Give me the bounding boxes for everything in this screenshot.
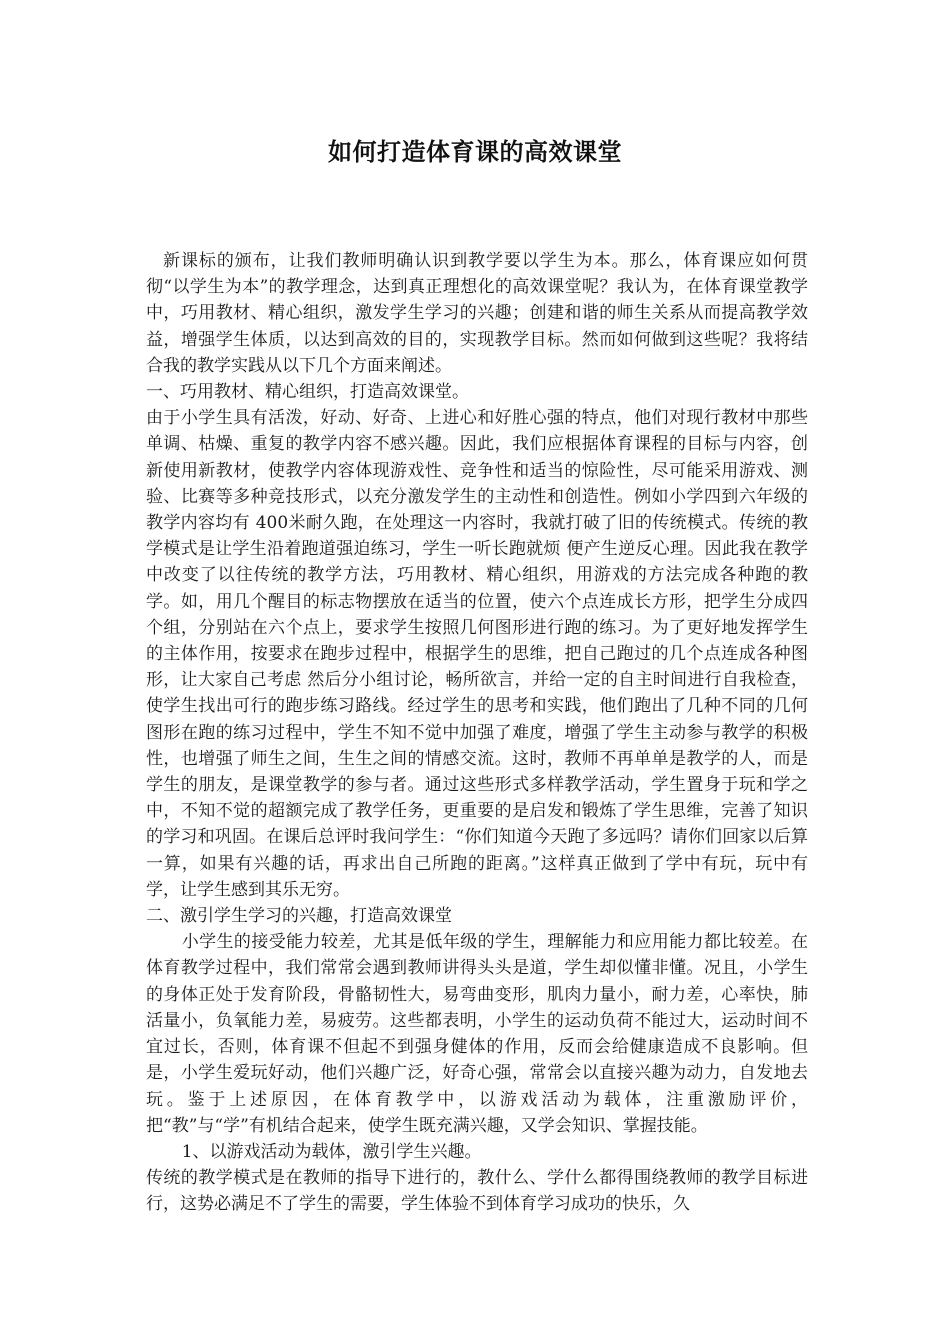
subsection-heading-1: 1、以游戏活动为载体，激引学生兴趣。: [181, 1141, 482, 1162]
intro-paragraph: 新课标的颁布，让我们教师明确认识到教学要以学生为本。那么，体育课应如何贯彻“以学生为本”的教学理念，达到真正理想化的高效课堂呢？我认为，在体育课堂教学中，巧用教材、精心组织，激发学生学习的兴趣；创建和谐的师生关系从而提高教学效益，增强学生体质，以达到高效的目的，实现教学目标。然而如何做到这些呢？我将结合我的教学实践从以下几个方面来阐述。: [146, 251, 808, 376]
section-2-paragraph: 小学生的接受能力较差，尤其是低年级的学生，理解能力和应用能力都比较差。在体育教学过程中，我们常常会遇到教师讲得头头是道，学生却似懂非懂。况且，小学生的身体正处于发育阶段，骨骼韧性大，易弯曲变形，肌肉力量小，耐力差，心率快，肺活量小，负氧能力差，易疲劳。这些都表明，小学生的运动负荷不能过大，运动时间不宜过长，否则，体育课不但起不到强身健体的作用，反而会给健康造成不良影响。但是，小学生爱玩好动，他们兴趣广泛，好奇心强，常常会以直接兴趣为动力，自发地去玩。鉴于上述原因，在体育教学中，以游戏活动为载体，注重激励评价，把“教”与“学”有机结合起来，使学生既充满兴趣，又学会知识、掌握技能。: [146, 932, 808, 1136]
document-body: [146, 248, 808, 1218]
section-heading-1: 一、巧用教材、精心组织，打造高效课堂。: [146, 382, 469, 403]
subsection-1-paragraph: 传统的教学模式是在教师的指导下进行的，教什么、学什么都得围绕教师的教学目标进行，这势必满足不了学生的需要，学生体验不到体育学习成功的快乐，久: [146, 1168, 808, 1215]
document-title: 如何打造体育课的高效课堂: [328, 138, 622, 166]
section-1-paragraph: 由于小学生具有活泼，好动、好奇、上进心和好胜心强的特点，他们对现行教材中那些单调、枯燥、重复的教学内容不感兴趣。因此，我们应根据体育课程的目标与内容，创新使用新教材，使教学内容体现游戏性、竞争性和适当的惊险性，尽可能采用游戏、测验、比赛等多种竞技形式，以充分激发学生的主动性和创造性。例如小学四到六年级的教学内容均有 400米耐久跑，在处理这一内容时，我就打破了旧的传统模式。传统的教学模式是让学生沿着跑道强迫练习，学生一听长跑就烦 便产生逆反心理。因此我在教学中改变了以往传统的教学方法，巧用教材、精心组织，用游戏的方法完成各种跑的教学。如，用几个醒目的标志物摆放在适当的位置，使六个点连成长方形，把学生分成四个组，分别站在六个点上，要求学生按照几何图形进行跑的练习。为了更好地发挥学生的主体作用，按要求在跑步过程中，根据学生的思维，把自己跑过的几个点连成各种图形，让大家自己考虑 然后分小组讨论，畅所欲言，并给一定的自主时间进行自我检查，使学生找出可行的跑步练习路线。经过学生的思考和实践，他们跑出了几种不同的几何图形在跑的练习过程中，学生不知不觉中加强了难度，增强了学生主动参与教学的积极性，也增强了师生之间，生生之间的情感交流。这时，教师不再单单是教学的人，而是学生的朋友，是课堂教学的参与者。通过这些形式多样教学活动，学生置身于玩和学之中，不知不觉的超额完成了教学任务，更重要的是启发和锻炼了学生思维，完善了知识的学习和巩固。在课后总评时我问学生：“你们知道今天跑了多远吗？请你们回家以后算一算，如果有兴趣的话，再求出自己所跑的距离。”这样真正做到了学中有玩，玩中有学，让学生感到其乐无穷。: [146, 408, 808, 900]
section-heading-2: 二、激引学生学习的兴趣，打造高效课堂: [146, 906, 452, 927]
